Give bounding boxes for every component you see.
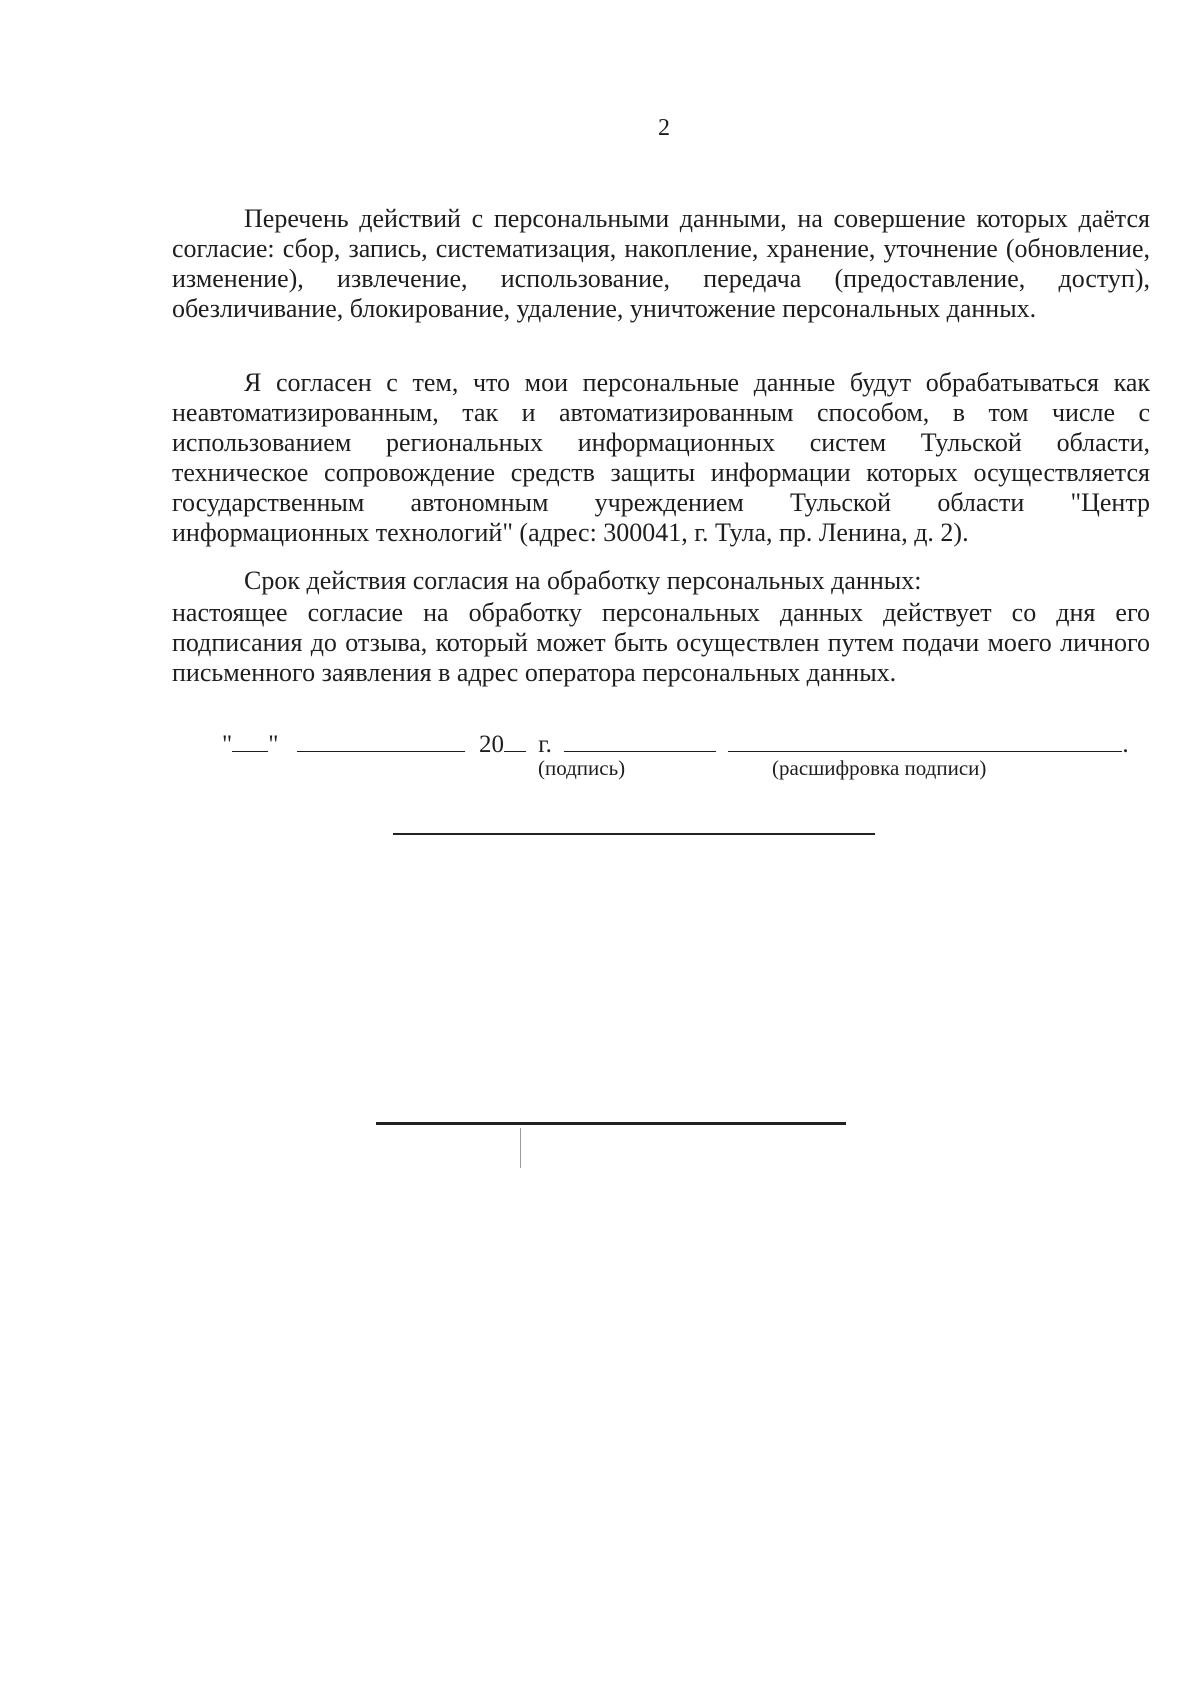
- signature-date-line: [222, 729, 1129, 760]
- caption-signature-decode: (расшифровка подписи): [772, 756, 987, 780]
- day-quote-open: ": [222, 731, 233, 758]
- year-suffix: г.: [538, 731, 552, 758]
- paragraph-processing-actions: Перечень действий с персональными данными, на совершение которых даётся согласие: сбор, запись, систематизация, накопление, хранение, уточнение (обновление, изменение), извлечение, использование, передача (предоставление, доступ), обезличивание, блокирование, удаление, уничтожение персональных данных.: [172, 204, 1150, 323]
- line-end-mark: .: [1122, 731, 1129, 758]
- page-number: 2: [658, 115, 670, 141]
- day-blank[interactable]: [232, 729, 268, 752]
- separator-rule-lower: [376, 1122, 846, 1125]
- year-prefix: 20: [478, 731, 504, 758]
- signature-blank[interactable]: [564, 729, 716, 752]
- signature-decode-blank[interactable]: [728, 729, 1122, 752]
- month-blank[interactable]: [297, 729, 465, 752]
- scan-artifact-vertical-line: [520, 1128, 521, 1168]
- caption-signature: (подпись): [538, 756, 626, 780]
- term-heading: Срок действия согласия на обработку персональных данных:: [244, 566, 922, 595]
- paragraph-consent-statement: Я согласен с тем, что мои персональные данные будут обрабатываться как неавтоматизированным, так и автоматизированным способом, в том числе с использованием региональных информационных систем Тульской области, техническое сопровождение средств защиты информации которых осуществляется государственным автономным учреждением Тульской области "Центр информационных технологий" (адрес: 300041, г. Тула, пр. Ленина, д. 2).: [172, 368, 1150, 547]
- year-blank[interactable]: [504, 729, 526, 752]
- paragraph-consent-term: настоящее согласие на обработку персональных данных действует со дня его подписания до отзыва, который может быть осуществлен путем подачи моего личного письменного заявления в адрес оператора персональных данных.: [172, 598, 1150, 687]
- day-quote-close: ": [268, 731, 279, 758]
- separator-rule-upper: [393, 833, 875, 835]
